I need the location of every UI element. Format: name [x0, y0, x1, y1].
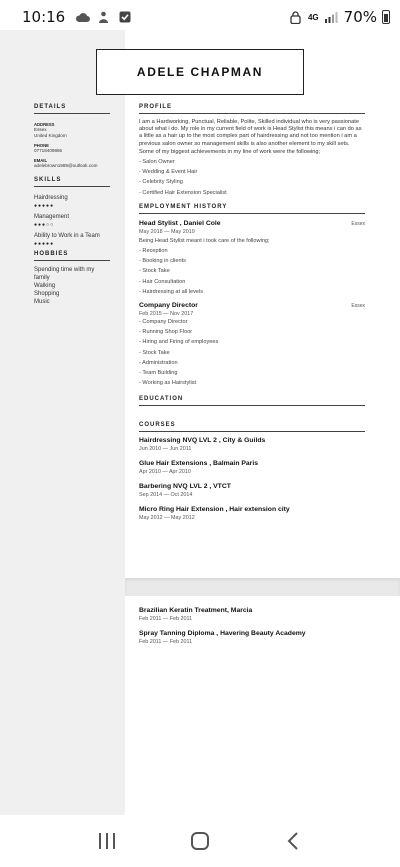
name-box [96, 49, 304, 95]
navigation-bar [0, 815, 400, 867]
email-value: adelebrown1989@outlook.com [34, 163, 98, 168]
job-bullet: - Hairdressing at all levels [139, 288, 204, 295]
signal-icon [324, 11, 339, 24]
job-bullet: - Stock Take [139, 349, 170, 356]
details-heading: DETAILS [34, 104, 110, 114]
achievement-item: - Salon Owner [139, 159, 175, 166]
person-icon [96, 11, 111, 24]
skill-name: Hairdressing [34, 195, 68, 201]
battery-percent: 70% [343, 8, 377, 26]
education-heading: EDUCATION [139, 396, 365, 406]
home-icon[interactable] [180, 826, 220, 856]
employment-heading: EMPLOYMENT HISTORY [139, 204, 365, 214]
achievement-item: - Certified Hair Extension Specialist [139, 189, 227, 196]
recents-icon[interactable] [87, 826, 127, 856]
course-title: Glue Hair Extensions , Balmain Paris [139, 460, 258, 468]
course-dates: Feb 2011 — Feb 2011 [139, 616, 193, 622]
job-bullet: - Company Director [139, 319, 188, 326]
job-intro: Being Head Stylist meant i took care of the following; [139, 237, 270, 244]
course-dates: Jun 2010 — Jun 2011 [139, 446, 192, 453]
achievements-intro: Some of my biggest achievements in my line of work were the following; [139, 148, 321, 155]
job-bullet: - Working as Hairstylist [139, 380, 197, 387]
course-title: Hairdressing NVQ LVL 2 , City & Guilds [139, 437, 266, 445]
skill-rating: ●●●●● [34, 203, 55, 209]
skill-rating: ●●●○○ [34, 222, 55, 228]
course-dates: May 2012 — May 2012 [139, 515, 195, 522]
checkbox-icon [117, 11, 132, 24]
job-bullet: - Team Building [139, 370, 178, 377]
job-location: Essex [351, 220, 365, 227]
phone-label: PHONE [34, 143, 49, 148]
achievement-item: - Wedding & Event Hair [139, 169, 198, 176]
address-line-1: Essex [34, 127, 47, 132]
course-entry [139, 630, 365, 645]
network-type: 4G [307, 12, 319, 22]
job-bullet: - Administration [139, 359, 178, 366]
skill-rating: ●●●●● [34, 241, 55, 247]
phone-value: 07718409865 [34, 148, 63, 153]
job-entry [139, 302, 365, 388]
course-title: Micro Ring Hair Extension , Hair extension city [139, 506, 290, 514]
course-title: Barbering NVQ LVL 2 , VTCT [139, 483, 231, 491]
job-title: Head Stylist , Daniel Cole [139, 219, 221, 227]
resume-document[interactable] [0, 30, 400, 815]
hobby-item: Spending time with my family [34, 267, 95, 281]
job-bullet: - Stock Take [139, 268, 170, 275]
job-dates: Feb 2015 — Nov 2017 [139, 311, 194, 318]
skill-name: Management [34, 214, 70, 220]
profile-text: I am a Hardworking, Punctual, Reliable, Polite, Skilled individual who is very passionate about what i do. My role in my current field of work is Head Stylist this means i can do as a little as a hair up to the most complex part of hairdressing and not too mention i am a previous salon owner so management skills is also another element to my skill sets. [139, 119, 362, 147]
battery-icon [382, 10, 390, 24]
sidebar-content [34, 104, 110, 306]
course-title: Brazilian Keratin Treatment, Marcia [139, 607, 253, 614]
main-content [139, 104, 365, 521]
course-title: Spray Tanning Diploma , Havering Beauty Academy [139, 630, 306, 637]
course-entry [139, 460, 365, 475]
address-line-2: United Kingdom [34, 133, 67, 138]
job-bullet: - Hair Consultation [139, 278, 186, 285]
course-dates: Feb 2011 — Feb 2011 [139, 639, 193, 645]
cloud-icon [75, 11, 90, 24]
job-title: Company Director [139, 302, 198, 310]
hobby-item: Music [34, 299, 50, 305]
hobby-item: Shopping [34, 291, 60, 297]
lock-icon [288, 11, 303, 24]
course-entry [139, 437, 365, 452]
email-label: EMAIL [34, 158, 48, 163]
course-entry [139, 607, 365, 622]
achievement-item: - Celebrity Styling [139, 179, 183, 186]
page-break [125, 578, 400, 596]
course-entry [139, 483, 365, 498]
page2-content [139, 602, 365, 645]
resume-name: ADELE CHAPMAN [136, 65, 264, 79]
skill-name: Ability to Work in a Team [34, 233, 100, 239]
courses-heading: COURSES [139, 422, 365, 432]
status-time: 10:16 [22, 8, 66, 26]
hobby-item: Walking [34, 283, 56, 289]
address-label: ADDRESS [34, 122, 55, 127]
job-bullet: - Reception [139, 248, 168, 255]
hobbies-heading: HOBBIES [34, 251, 110, 261]
course-dates: Apr 2010 — Apr 2010 [139, 469, 191, 476]
job-bullet: - Booking in clients [139, 258, 186, 265]
job-bullet: - Hiring and Firing of employees [139, 339, 219, 346]
status-bar [0, 0, 400, 34]
skills-heading: SKILLS [34, 177, 110, 187]
profile-heading: PROFILE [139, 104, 365, 114]
back-icon[interactable] [273, 826, 313, 856]
job-bullet: - Running Shop Floor [139, 329, 193, 336]
job-entry [139, 220, 365, 297]
job-location: Essex [351, 303, 365, 310]
course-entry [139, 506, 365, 521]
job-dates: May 2018 — May 2019 [139, 228, 195, 235]
course-dates: Sep 2014 — Oct 2014 [139, 492, 193, 499]
